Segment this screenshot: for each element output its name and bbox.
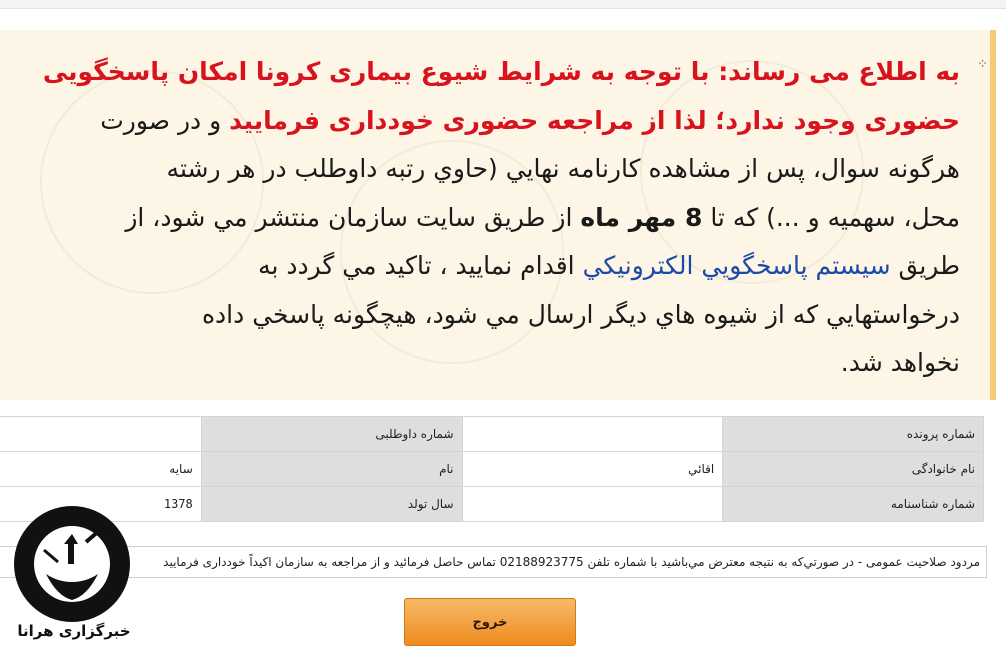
electronic-support-link[interactable]: سیستم پاسخگويي الكترونيكي <box>582 251 891 280</box>
result-message: مردود صلاحیت عمومی - در صورتي‌که به نتیجه معترض مي‌باشید با شماره تلفن 02188923775 تماس حاصل فرمائید و از مراجعه به سازمان اکیداً خودداری فرمایید <box>0 546 987 578</box>
deadline-date: 8 مهر ماه <box>580 202 703 232</box>
notice-line: نخواهد شد. <box>840 348 960 377</box>
field-label-first-name: نام <box>201 452 462 487</box>
notice-line: درخواستهايي كه از شيوه هاي ديگر ارسال مي شود، هيچگونه پاسخي داده <box>201 299 960 329</box>
field-label-candidate-number: شماره داوطلبی <box>201 417 462 452</box>
notice-text-span: از طريق سايت سازمان منتشر مي شود، از <box>125 202 573 232</box>
logo-caption: خبرگزاری هرانا <box>17 622 131 640</box>
field-value-candidate-number <box>0 417 201 452</box>
field-label-id-number: شماره شناسنامه <box>723 487 984 522</box>
notice-text <box>0 48 960 388</box>
notice-warning-text: حضوری وجود ندارد؛ لذا از مراجعه حضوری خودداری فرمایید <box>229 105 960 135</box>
notice-line <box>0 242 960 291</box>
notice-line <box>0 97 960 146</box>
notice-text-span: طريق <box>898 251 960 280</box>
table-row <box>0 452 984 487</box>
table-row <box>0 417 984 452</box>
candidate-info-table <box>0 416 984 522</box>
notice-text-span: اقدام نماييد ، تاكيد مي گردد به <box>258 251 575 280</box>
field-label-last-name: نام خانوادگی <box>723 452 984 487</box>
notice-text-span: و در صورت <box>100 105 222 135</box>
notice-line <box>0 48 960 97</box>
field-value-birth-year: 1378 <box>0 487 201 522</box>
exit-button[interactable]: خروج <box>404 598 576 646</box>
notice-line <box>0 194 960 243</box>
field-label-file-number: شماره پرونده <box>723 417 984 452</box>
rtl-marker-icon: ⁘ <box>977 57 988 72</box>
notice-panel <box>0 30 996 400</box>
field-value-last-name: اقائي <box>462 452 723 487</box>
hrana-logo <box>12 504 132 624</box>
field-value-id-number <box>462 487 723 522</box>
field-label-birth-year: سال تولد <box>201 487 462 522</box>
notice-line: هرگونه سوال، پس از مشاهده کارنامه نهايي (حاوي رتبه داوطلب در هر رشته <box>166 154 960 183</box>
notice-text-span: محل، سهمیه و ...) که تا <box>710 202 960 232</box>
field-value-first-name: سایه <box>0 452 201 487</box>
table-row <box>0 487 984 522</box>
field-value-file-number <box>462 417 723 452</box>
top-bar <box>0 0 1006 9</box>
notice-warning-text: به اطلاع می رساند: با توجه به شرایط شیوع بیماری کرونا امکان پاسخگویی <box>42 57 960 86</box>
